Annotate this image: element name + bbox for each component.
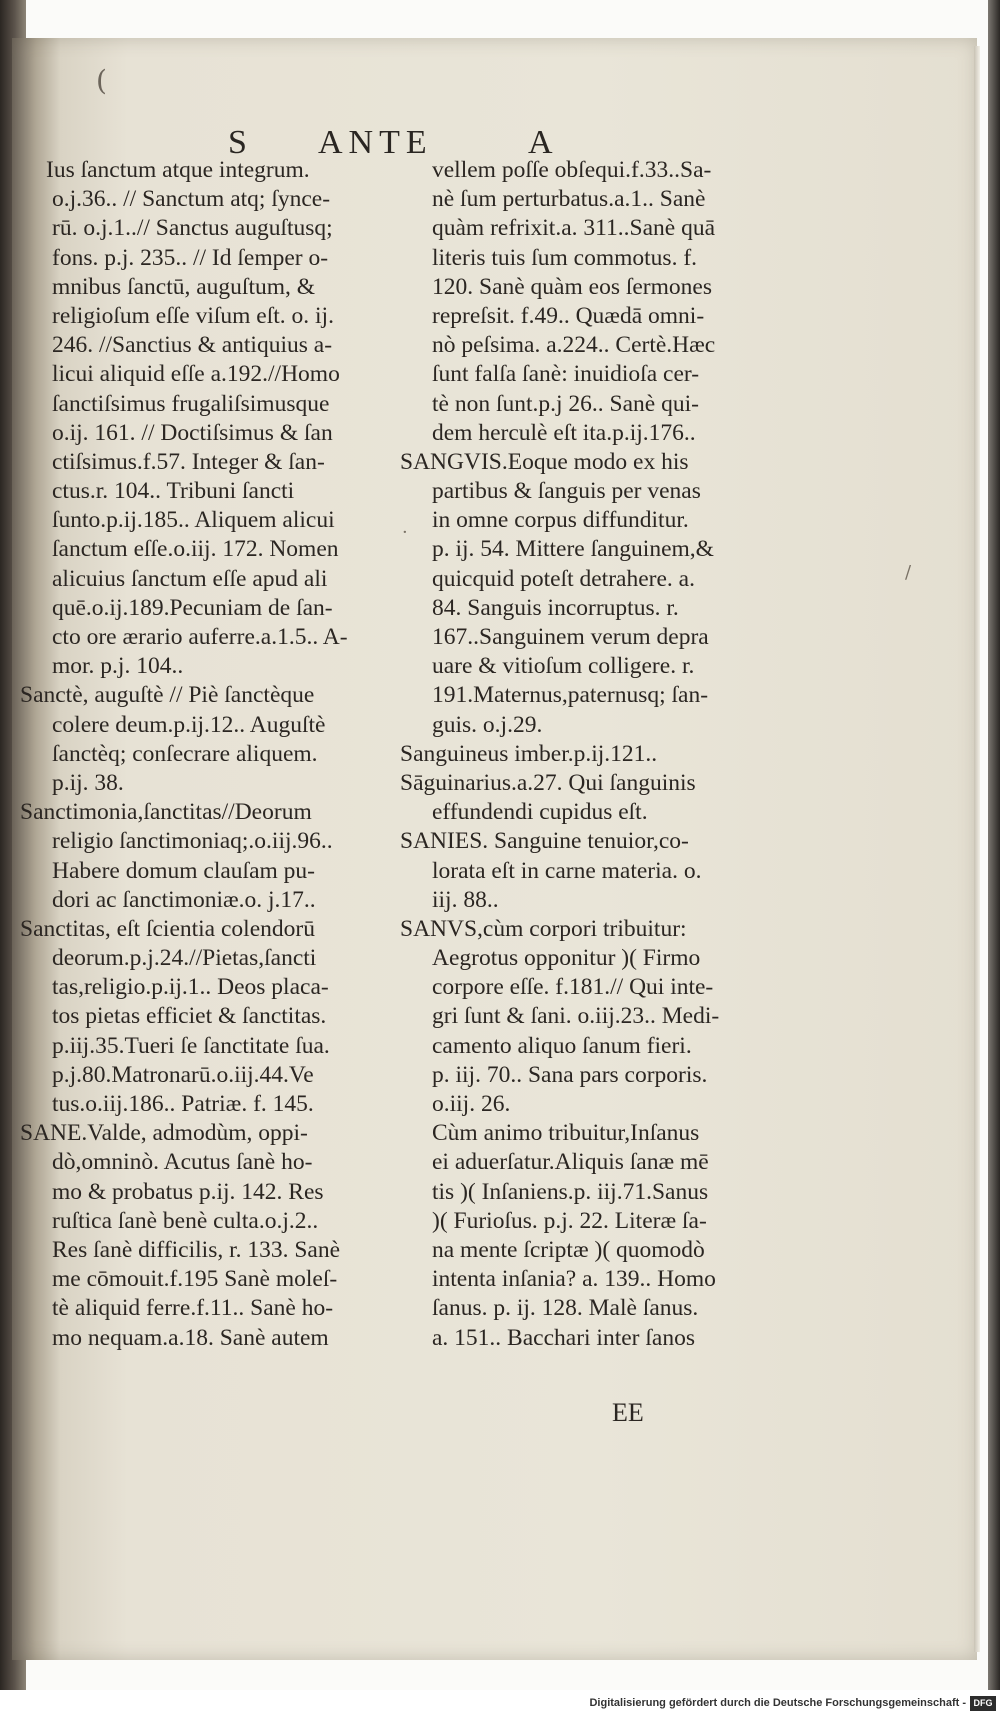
text-line: vellem poſſe obſequi.f.33..Sa- xyxy=(432,157,712,183)
text-line: alicuius ſanctum eſſe apud ali xyxy=(52,565,328,592)
text-line: p.iij.35.Tueri ſe ſanctitate ſua. xyxy=(52,1032,330,1059)
dfg-logo: DFG xyxy=(970,1696,996,1711)
text-line: ſunto.p.ij.185.. Aliquem alicui xyxy=(52,507,335,534)
text-line: corpore eſſe. f.181.// Qui inte- xyxy=(432,974,714,1001)
text-line: 120. Sanè quàm eos ſermones xyxy=(432,273,712,300)
entry-heading: Sanctimonia,ſanctitas//Deorum xyxy=(20,799,312,826)
text-line: ſanus. p. ij. 128. Malè ſanus. xyxy=(432,1295,699,1322)
text-line: Res ſanè difficilis, r. 133. Sanè xyxy=(52,1236,341,1263)
text-line: 191.Maternus,paternusq; ſan- xyxy=(432,682,709,709)
text-line: p.ij. 38. xyxy=(52,769,124,796)
running-head-right: A xyxy=(528,124,559,161)
book-board-edge xyxy=(988,0,1000,1690)
text-line: na mente ſcriptæ )( quomodò xyxy=(432,1236,705,1263)
text-line: me cōmouit.f.195 Sanè moleſ- xyxy=(52,1266,338,1293)
running-head-left: S xyxy=(228,124,253,161)
right-column xyxy=(400,156,800,1353)
text-line: lorata eſt in carne materia. o. xyxy=(432,857,702,884)
entry-heading: SANGVIS.Eoque modo ex his xyxy=(400,448,689,475)
text-line: literis tuis ſum commotus. f. xyxy=(432,244,698,271)
text-line: dò,omninò. Acutus ſanè ho- xyxy=(52,1149,313,1176)
text-line: )( Furioſus. p.j. 22. Literæ ſa- xyxy=(432,1207,707,1234)
text-line: colere deum.p.ij.12.. Auguſtè xyxy=(52,711,326,738)
text-line: effundendi cupidus eſt. xyxy=(432,799,648,826)
text-line: religioſum eſſe viſum eſt. o. ij. xyxy=(52,302,334,329)
text-line: nè ſum perturbatus.a.1.. Sanè xyxy=(432,186,706,213)
text-line: fons. p.j. 235.. // Id ſemper o- xyxy=(52,244,329,271)
stray-mark: / xyxy=(905,562,912,583)
text-line: Ius ſanctum atque integrum. xyxy=(46,157,310,183)
text-line: mnibus ſanctū, auguſtum, & xyxy=(52,273,316,300)
text-line: 167..Sanguinem verum depra xyxy=(432,624,709,650)
text-line: o.j.36.. // Sanctum atq; ſynce- xyxy=(52,186,331,213)
text-line: dem herculè eſt ita.p.ij.176.. xyxy=(432,419,696,446)
text-line: in omne corpus diffunditur. xyxy=(432,507,689,534)
text-line: camento aliquo ſanum fieri. xyxy=(432,1032,692,1059)
text-line: repreſsit. f.49.. Quædā omni- xyxy=(432,302,705,329)
text-line: tis )( Inſaniens.p. iij.71.Sanus xyxy=(432,1178,709,1205)
text-line: ſunt falſa ſanè: inuidioſa cer- xyxy=(432,361,700,388)
text-line: o.iij. 26. xyxy=(432,1091,511,1117)
text-line: tas,religio.p.ij.1.. Deos placa- xyxy=(52,974,329,1001)
text-line: tè non ſunt.p.j 26.. Sanè qui- xyxy=(432,390,699,417)
text-line: iij. 88.. xyxy=(432,886,499,913)
text-line: nò peſsima. a.224.. Certè.Hæc xyxy=(432,332,716,359)
text-line: ruſtica ſanè benè culta.o.j.2.. xyxy=(52,1207,319,1234)
text-line: o.ij. 161. // Doctiſsimus & ſan xyxy=(52,419,333,446)
text-line: p. iij. 70.. Sana pars corporis. xyxy=(432,1061,708,1088)
text-line: tè aliquid ferre.f.11.. Sanè ho- xyxy=(52,1295,334,1322)
left-column xyxy=(20,156,420,1353)
text-line: intenta inſania? a. 139.. Homo xyxy=(432,1266,716,1293)
entry-heading: SANIES. Sanguine tenuior,co- xyxy=(400,828,689,855)
text-line: 246. //Sanctius & antiquius a- xyxy=(52,332,333,359)
text-line: ei aduerſatur.Aliquis ſanæ mē xyxy=(432,1149,709,1176)
entry-heading: SANVS,cùm corpori tribuitur: xyxy=(400,915,687,942)
text-line: ſanctiſsimus frugaliſsimusque xyxy=(52,390,330,417)
entry-heading: Sanctè, auguſtè // Piè ſanctèque xyxy=(20,682,315,709)
text-line: religio ſanctimoniaq;.o.iij.96.. xyxy=(52,828,333,855)
text-line: mo nequam.a.18. Sanè autem xyxy=(52,1324,329,1351)
signature-mark: EE xyxy=(612,1398,644,1427)
text-line: rū. o.j.1..// Sanctus auguſtusq; xyxy=(52,215,333,242)
text-line: partibus & ſanguis per venas xyxy=(432,478,701,505)
text-line: tus.o.iij.186.. Patriæ. f. 145. xyxy=(52,1091,314,1117)
digitization-credit: Digitalisierung gefördert durch die Deutsche Forschungsgemeinschaft - xyxy=(589,1697,966,1709)
text-line: ſanctèq; conſecrare aliquem. xyxy=(52,740,318,767)
text-line: mor. p.j. 104.. xyxy=(52,653,184,680)
text-line: 84. Sanguis incorruptus. r. xyxy=(432,594,679,621)
text-line: Cùm animo tribuitur,Inſanus xyxy=(432,1120,700,1147)
text-line: p.j.80.Matronarū.o.iij.44.Ve xyxy=(52,1061,314,1088)
text-line: deorum.p.j.24.//Pietas,ſancti xyxy=(52,945,317,972)
running-head-center: ANTE xyxy=(318,124,433,161)
text-line: Aegrotus opponitur )( Firmo xyxy=(432,945,701,972)
page-fore-edge xyxy=(974,46,980,1652)
text-line: tos pietas efficiet & ſanctitas. xyxy=(52,1003,327,1030)
text-line: ctus.r. 104.. Tribuni ſancti xyxy=(52,478,295,505)
entry-heading: Sanguineus imber.p.ij.121.. xyxy=(400,740,658,767)
text-line: cto ore ærario auferre.a.1.5.. A- xyxy=(52,624,348,650)
text-line: ctiſsimus.f.57. Integer & ſan- xyxy=(52,448,325,475)
handwritten-mark: ( xyxy=(96,64,107,97)
entry-heading: Sanctitas, eſt ſcientia colendorū xyxy=(20,915,315,942)
text-line: uare & vitioſum colligere. r. xyxy=(432,653,695,680)
text-line: quē.o.ij.189.Pecuniam de ſan- xyxy=(52,594,333,621)
text-line: quàm refrixit.a. 311..Sanè quā xyxy=(432,215,715,242)
entry-heading: Sāguinarius.a.27. Qui ſanguinis xyxy=(400,769,696,796)
entry-heading: SANE.Valde, admodùm, oppi- xyxy=(20,1120,308,1147)
text-line: ſanctum eſſe.o.iij. 172. Nomen xyxy=(52,536,339,563)
text-line: a. 151.. Bacchari inter ſanos xyxy=(432,1324,695,1351)
text-line: dori ac ſanctimoniæ.o. j.17.. xyxy=(52,886,316,913)
stray-mark: · xyxy=(402,522,408,543)
text-line: guis. o.j.29. xyxy=(432,711,543,738)
text-line: mo & probatus p.ij. 142. Res xyxy=(52,1178,324,1205)
text-line: quicquid poteſt detrahere. a. xyxy=(432,565,695,592)
text-line: licui aliquid eſſe a.192.//Homo xyxy=(52,361,340,388)
text-line: p. ij. 54. Mittere ſanguinem,& xyxy=(432,536,714,563)
text-line: Habere domum clauſam pu- xyxy=(52,857,315,884)
text-line: gri ſunt & ſani. o.iij.23.. Medi- xyxy=(432,1003,720,1030)
